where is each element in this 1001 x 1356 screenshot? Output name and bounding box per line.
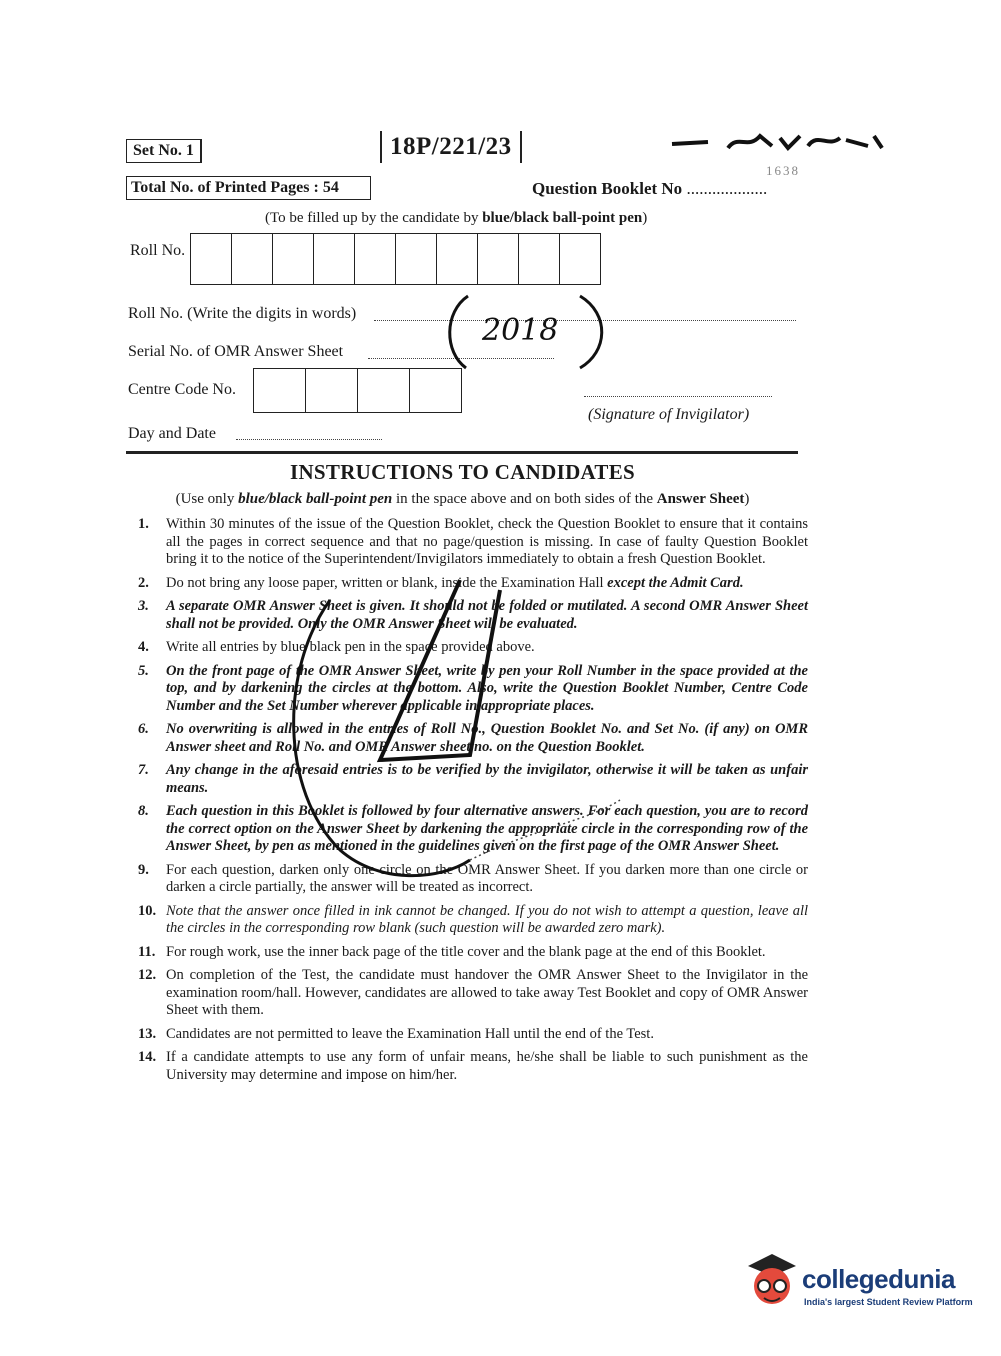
roll-digit-box[interactable] — [232, 234, 273, 284]
instructions-subtitle — [0, 491, 925, 508]
handwritten-scribble — [668, 128, 898, 164]
roll-words-label — [128, 305, 356, 323]
instruction-text: Within 30 minutes of the issue of the Question Booklet, check the Question Booklet to ensure that it contains all the pages in correct sequence and that no page/question is missing. In case of faulty Question Booklet bring it to the notice of the Superintendent/Invigilators immediately to obtain a fresh Question Booklet. — [166, 516, 808, 567]
roll-no-grid[interactable] — [190, 233, 601, 285]
brand-tagline: India's largest Student Review Platform — [804, 1297, 973, 1307]
day-date-field[interactable] — [236, 439, 382, 440]
instruction-text: Candidates are not permitted to leave the Examination Hall until the end of the Test. — [166, 1025, 654, 1042]
question-booklet-number: 1638 — [766, 163, 800, 178]
roll-no-label: Roll No. — [130, 242, 186, 259]
instructions-title: INSTRUCTIONS TO CANDIDATES — [289, 460, 636, 484]
roll-digit-box[interactable] — [273, 234, 314, 284]
instruction-number: 1. — [138, 516, 149, 532]
handwritten-mark — [270, 560, 630, 890]
instruction-item — [138, 967, 808, 1020]
roll-words-text: Roll No. (Write the digits in words) — [128, 305, 357, 322]
instruction-text: Any change in the aforesaid entries is to be verified by the invigilator, otherwise it will be taken as unfair means. — [166, 762, 808, 796]
roll-digit-box[interactable] — [519, 234, 560, 284]
instruction-item — [138, 944, 808, 962]
centre-code-grid[interactable] — [253, 368, 462, 413]
handwritten-year-mark — [440, 292, 612, 372]
signature-label: (Signature of Invigilator) — [588, 406, 750, 423]
instruction-number: 13. — [138, 1025, 157, 1042]
instruction-text: Write all entries by blue/black pen in the space provided above. — [166, 639, 535, 655]
instruction-text: On the front page of the OMR Answer Sheet, write by pen your Roll Number in the space provided at the top, and by darkening the circles at the bottom. Also, write the Question Booklet Number, Centre Code Number and the Set Number wherever applicable in appropriate places. — [166, 662, 808, 714]
day-date-label: Day and Date — [128, 425, 216, 442]
instruction-number: 14. — [138, 1049, 157, 1065]
brand-name: collegedunia — [802, 1264, 955, 1294]
collegedunia-logo-icon — [742, 1250, 800, 1310]
subtitle-bold-sheet: Answer Sheet — [656, 491, 745, 507]
signature-field[interactable] — [584, 396, 772, 397]
instruction-text-part: Do not bring any loose paper, written or blank, inside the Examination Hall — [166, 574, 608, 591]
instruction-text: A separate OMR Answer Sheet is given. It should not be folded or mutilated. A second OMR Answer Sheet shall not be provided. Only the OMR Answer Sheet will be evaluated. — [166, 598, 808, 632]
roll-digit-box[interactable] — [437, 234, 478, 284]
instruction-number: 11. — [138, 943, 156, 960]
centre-digit-box[interactable] — [254, 369, 306, 412]
divider — [126, 451, 798, 454]
instruction-text: Note that the answer once filled in ink cannot be changed. If you do not wish to attempt a question, leave all the circles in the corresponding row blank (such question will be awarded zero mark). — [166, 902, 808, 936]
instruction-text: For rough work, use the inner back page of the title cover and the blank page at the end of this Booklet. — [166, 943, 766, 960]
roll-digit-box[interactable] — [314, 234, 355, 284]
instruction-item — [138, 903, 808, 938]
centre-digit-box[interactable] — [306, 369, 358, 412]
roll-digit-box[interactable] — [478, 234, 519, 284]
omr-serial-label: Serial No. of OMR Answer Sheet — [128, 343, 344, 360]
subtitle-bold-pen: blue/black ball-point pen — [238, 491, 393, 507]
instruction-number: 6. — [138, 721, 149, 737]
instruction-item — [138, 1049, 808, 1084]
instruction-text: For each question, darken only one circle on the OMR Answer Sheet. If you darken more than one circle or darken a circle partially, the answer will be treated as incorrect. — [166, 861, 808, 895]
roll-digit-box[interactable] — [396, 234, 437, 284]
handwritten-year: 2018 — [482, 313, 559, 348]
fill-note-post: ) — [642, 210, 648, 226]
fill-note-pre: (To be filled up by the candidate by — [265, 210, 483, 226]
instruction-number: 8. — [138, 803, 149, 819]
instruction-number: 7. — [138, 762, 149, 778]
instruction-number: 12. — [138, 967, 157, 983]
centre-digit-box[interactable] — [410, 369, 462, 412]
instruction-number: 5. — [138, 662, 149, 679]
centre-digit-box[interactable] — [358, 369, 410, 412]
subtitle-pre: (Use only — [175, 491, 239, 507]
instruction-number: 9. — [138, 861, 149, 878]
instruction-text: On completion of the Test, the candidate must handover the OMR Answer Sheet to the Invigilator in the examination room/hall. However, candidates are allowed to take away Test Booklet and copy of OMR Answer Sheet with them. — [166, 967, 808, 1018]
total-pages: Total No. of Printed Pages : 54 — [126, 176, 371, 200]
roll-digit-box[interactable] — [560, 234, 601, 284]
centre-code-label: Centre Code No. — [128, 381, 236, 398]
fill-note — [265, 210, 647, 227]
instruction-number: 2. — [138, 574, 149, 591]
instruction-item — [138, 1026, 808, 1044]
subtitle-mid: in the space above and on both sides of the — [392, 491, 657, 507]
roll-digit-box[interactable] — [355, 234, 396, 284]
set-number: Set No. 1 — [126, 139, 202, 163]
question-booklet-label: Question Booklet No — [532, 179, 683, 198]
fill-note-bold: blue/black ball-point pen — [482, 210, 643, 226]
roll-digit-box[interactable] — [191, 234, 232, 284]
subtitle-post: ) — [744, 491, 750, 507]
paper-code: 18P/221/23 — [380, 131, 522, 163]
instruction-text: If a candidate attempts to use any form of unfair means, he/she shall be liable to such punishment as the University may determine and impose on him/her. — [166, 1049, 808, 1083]
instruction-number: 3. — [138, 598, 149, 614]
instruction-number: 4. — [138, 639, 149, 655]
instruction-number: 10. — [138, 902, 157, 919]
question-booklet-no — [532, 179, 767, 199]
instruction-text: Each question in this Booklet is followed by four alternative answers. For each question, you are to record the correct option on the Answer Sheet by darkening the appropriate circle in the corresponding row of the Answer Sheet, by pen as mentioned in the guidelines given on the first page of the OMR Answer Sheet. — [166, 803, 808, 854]
instruction-text: No overwriting is allowed in the entries of Roll No., Question Booklet No. and Set No. (if any) on OMR Answer sheet and Roll No. and OMR Answer sheet no. on the Question Booklet. — [166, 721, 808, 755]
instruction-text-emphasis: except the Admit Card. — [607, 574, 744, 591]
question-booklet-dots: ................... — [686, 179, 768, 198]
